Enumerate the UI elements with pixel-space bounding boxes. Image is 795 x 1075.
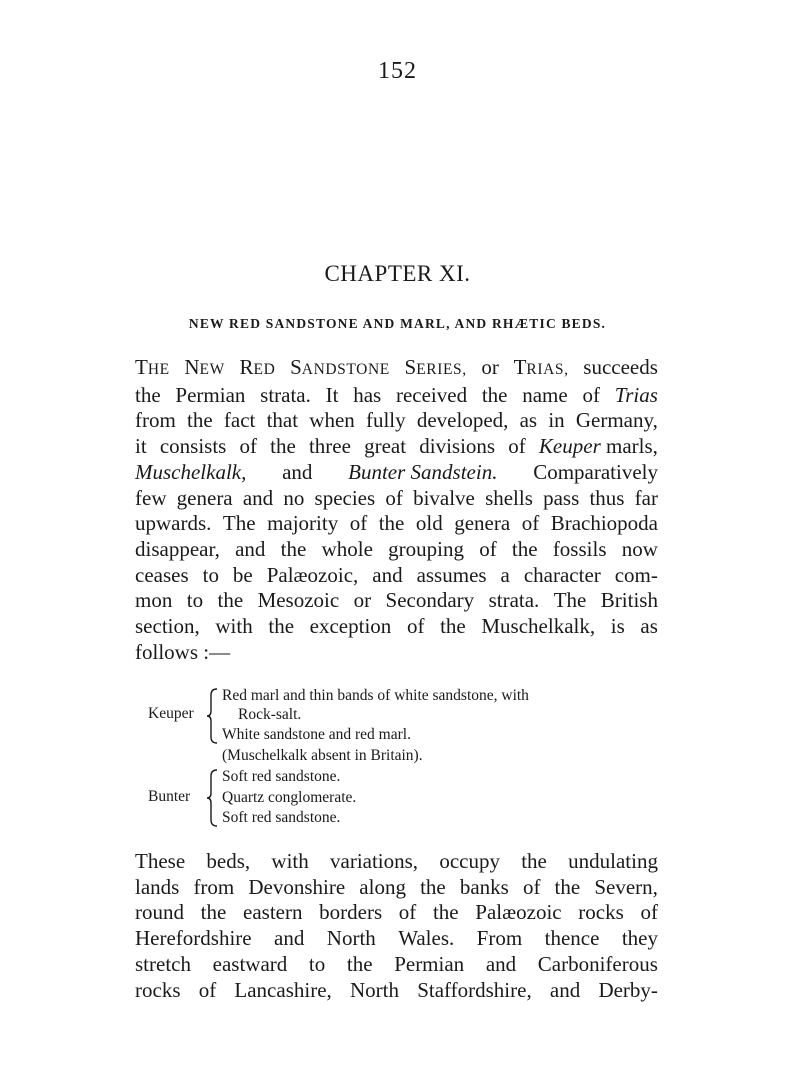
paragraph-line: [135, 926, 658, 952]
word: the: [432, 900, 459, 925]
word: species: [314, 485, 376, 510]
word: undulating: [568, 849, 658, 873]
word: the: [521, 849, 547, 873]
keuper-row: Red marl and thin bands of white sandstone, with: [222, 687, 529, 704]
paragraph-line: THE NEW RED SANDSTONE SERIES, or TRIAS, succeeds: [135, 355, 658, 379]
paragraph-line: [135, 978, 658, 1004]
word: mon: [135, 588, 173, 613]
paragraph-line: [135, 614, 658, 640]
word: of: [640, 900, 658, 925]
word: the: [187, 408, 213, 433]
word: and: [235, 536, 266, 561]
word: British: [600, 588, 658, 613]
paragraph-line: [135, 900, 658, 926]
word: to: [202, 562, 219, 587]
word: the: [200, 900, 227, 925]
word: genera: [454, 511, 511, 536]
paragraph-line: [135, 952, 658, 978]
word: the: [420, 874, 446, 899]
word: Palæozoic: [475, 900, 562, 925]
word: to: [308, 951, 326, 976]
word: North: [349, 977, 399, 1002]
word: Secondary: [385, 588, 475, 613]
word: to: [186, 588, 204, 613]
word: and: [242, 485, 274, 510]
word: North: [326, 926, 376, 951]
word: the: [378, 511, 405, 536]
word: upwards.: [135, 511, 212, 536]
word: Herefordshire: [135, 926, 252, 951]
word: Permian: [394, 951, 465, 976]
word: thence: [544, 926, 600, 951]
word: lands: [135, 874, 180, 899]
word: genera: [176, 485, 233, 510]
word: Muschelkalk,: [481, 614, 596, 639]
word: the: [270, 434, 296, 459]
word: the: [481, 382, 508, 407]
page-number: 152: [378, 58, 417, 84]
word: of: [522, 874, 541, 899]
word: eastward: [212, 951, 288, 976]
word: Wales.: [398, 926, 455, 951]
word: of: [521, 511, 540, 536]
word: grouping: [388, 536, 464, 561]
word: the: [440, 614, 466, 639]
bunter-row: Soft red sandstone.: [222, 768, 341, 785]
word: old: [415, 511, 443, 536]
word: of: [479, 536, 497, 561]
word: from: [193, 874, 235, 899]
word: far: [634, 485, 658, 510]
word: bivalve: [413, 485, 475, 510]
paragraph-line: it consists of the three great divisions of Keuper marls,: [135, 434, 658, 459]
word: Staffordshire,: [417, 977, 532, 1002]
word: fully: [365, 408, 406, 433]
word: of: [349, 511, 368, 536]
paragraph-line: [135, 588, 658, 614]
word: It: [325, 382, 339, 407]
word: exception: [309, 614, 392, 639]
paragraph-line: [135, 875, 658, 901]
word: variations,: [330, 849, 419, 873]
word: as: [519, 408, 538, 433]
word: name: [522, 382, 568, 407]
word: occupy: [439, 849, 500, 873]
word: great: [364, 434, 407, 459]
word: thus: [589, 485, 625, 510]
word: received: [395, 382, 468, 407]
word: stretch: [135, 951, 191, 976]
paragraph-line: [135, 486, 658, 512]
word: majority: [267, 511, 339, 536]
word: Derby-: [598, 977, 658, 1002]
word: fact: [223, 408, 256, 433]
word: when: [309, 408, 355, 433]
word: Devonshire: [248, 874, 346, 899]
word: as: [640, 614, 658, 639]
word: or: [353, 588, 372, 613]
word: banks: [459, 874, 509, 899]
paragraph-line: [135, 849, 658, 875]
paragraph-line: follows :—: [135, 639, 231, 664]
word: strata.: [488, 588, 540, 613]
word: from: [135, 408, 176, 433]
word: of: [582, 382, 600, 407]
paragraph-line: Muschelkalk, and Bunter Sandstein. Comparatively: [135, 459, 658, 484]
word: along: [359, 874, 406, 899]
paragraph-line: [135, 511, 658, 537]
word: developed,: [416, 408, 509, 433]
bunter-row: Quartz conglomerate.: [222, 789, 357, 806]
word: with: [271, 849, 309, 873]
word: rocks: [135, 977, 181, 1002]
word: the: [554, 874, 581, 899]
word: From: [476, 926, 523, 951]
bunter-brace: [206, 769, 218, 827]
word: pass: [543, 485, 580, 510]
word: no: [283, 485, 305, 510]
word: of: [385, 485, 403, 510]
paragraph-1: [135, 355, 658, 665]
strata-note: (Muschelkalk absent in Britain).: [222, 747, 423, 764]
bunter-label: Bunter: [148, 788, 191, 805]
word: the: [217, 588, 244, 613]
paragraph-line: the Permian strata. It has received the name of Trias: [135, 382, 658, 407]
word: assumes: [416, 562, 487, 587]
word: ceases: [135, 562, 189, 587]
word: of: [406, 614, 425, 639]
word: be: [232, 562, 253, 587]
word: disappear,: [135, 536, 220, 561]
word: and: [485, 951, 517, 976]
word: they: [621, 926, 658, 951]
word: now: [621, 536, 658, 561]
word: character: [523, 562, 601, 587]
word: rocks: [578, 900, 624, 925]
word: strata.: [260, 382, 311, 407]
word: Lancashire,: [234, 977, 332, 1002]
word: shells: [485, 485, 533, 510]
word: three: [308, 434, 351, 459]
word: The: [222, 511, 256, 536]
word: section,: [135, 614, 200, 639]
word: the: [280, 536, 307, 561]
keuper-row: Rock-salt.: [238, 706, 302, 723]
word: and: [549, 977, 581, 1002]
word: The: [553, 588, 587, 613]
word: whole: [321, 536, 373, 561]
keuper-row: White sandstone and red marl.: [222, 726, 411, 743]
word: the: [268, 614, 295, 639]
word: Palæozoic,: [266, 562, 359, 587]
word: the: [511, 536, 538, 561]
word: borders: [319, 900, 383, 925]
word: Carboniferous: [537, 951, 658, 976]
word: is: [610, 614, 625, 639]
bunter-row: Soft red sandstone.: [222, 809, 341, 826]
word: that: [266, 408, 299, 433]
keuper-label: Keuper: [148, 705, 194, 722]
word: the: [346, 951, 373, 976]
word: Mesozoic: [257, 588, 340, 613]
paragraph-line: [135, 408, 658, 434]
word: divisions: [419, 434, 496, 459]
word: com-: [614, 562, 658, 587]
keuper-brace: [206, 688, 218, 744]
word: of: [508, 434, 526, 459]
chapter-subtitle: NEW RED SANDSTONE AND MARL, AND RHÆTIC BEDS.: [188, 316, 607, 331]
word: round: [135, 900, 184, 925]
word: fossils: [552, 536, 607, 561]
word: Brachiopoda: [550, 511, 658, 536]
word: and: [274, 926, 305, 951]
word: beds,: [206, 849, 251, 873]
word: consists: [159, 434, 227, 459]
word: with: [215, 614, 253, 639]
word: of: [398, 900, 417, 925]
word: of: [198, 977, 217, 1002]
paragraph-line: [135, 537, 658, 563]
word: and: [372, 562, 403, 587]
word: eastern: [243, 900, 303, 925]
word: a: [500, 562, 510, 587]
word: has: [353, 382, 382, 407]
word: few: [135, 485, 167, 510]
word: in: [548, 408, 565, 433]
paragraph-line: [135, 563, 658, 589]
word: it: [135, 434, 147, 459]
paragraph-2: [135, 849, 658, 1003]
word: Germany,: [575, 408, 658, 433]
word: Permian: [175, 382, 246, 407]
word: Severn,: [594, 874, 658, 899]
word: the: [135, 382, 161, 407]
word: of: [239, 434, 257, 459]
word: These: [135, 849, 186, 873]
chapter-title: CHAPTER XI.: [324, 261, 471, 286]
